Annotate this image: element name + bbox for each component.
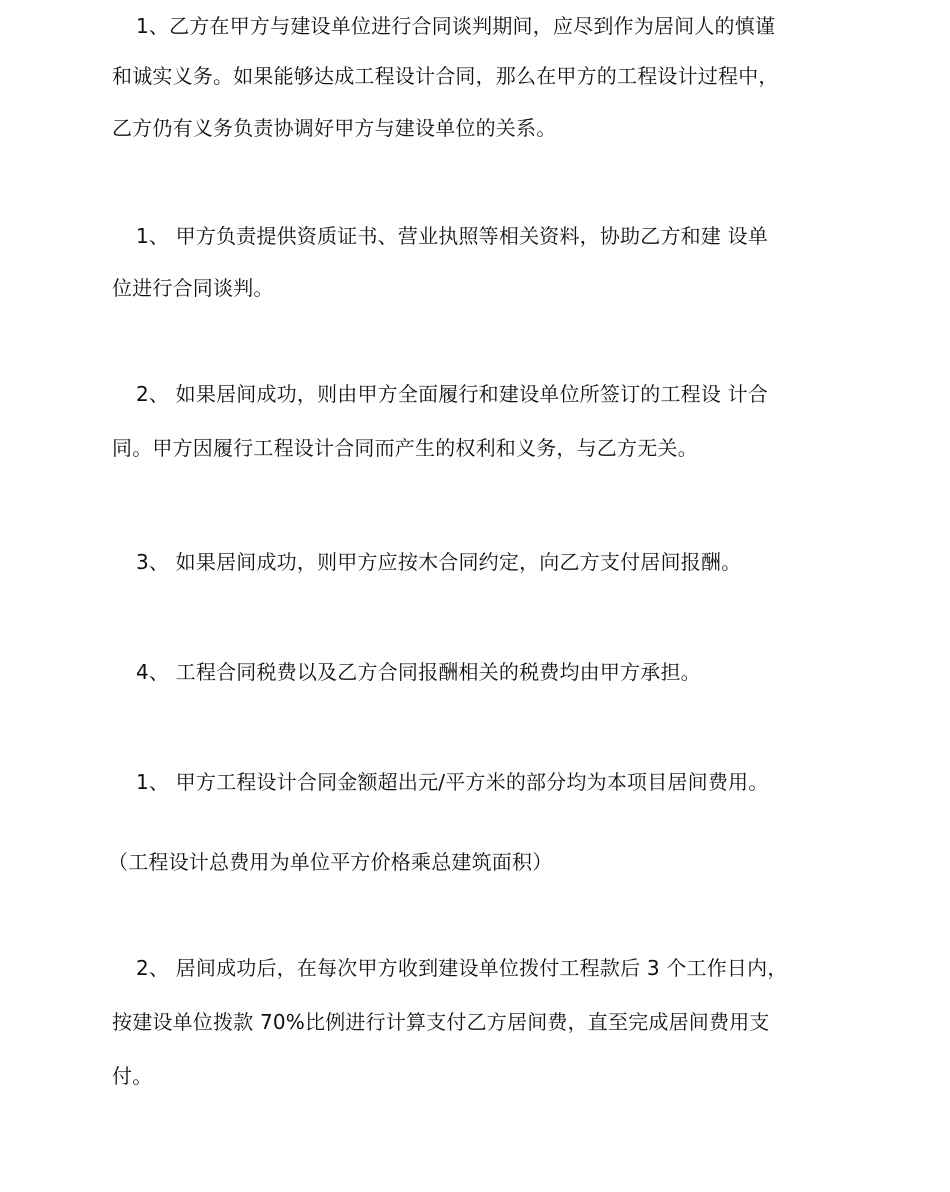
- party-a-clause-1-line-1: 1、 甲方负责提供资质证书、营业执照等相关资料，协助乙方和建 设单: [136, 224, 769, 248]
- party-a-clause-4: 4、 工程合同税费以及乙方合同报酬相关的税费均由甲方承担。: [136, 660, 701, 684]
- party-a-clause-2-line-1: 2、 如果居间成功，则由甲方全面履行和建设单位所签订的工程设 计合: [136, 382, 769, 406]
- party-a-clause-2-line-2: 同。甲方因履行工程设计合同而产生的权利和义务，与乙方无关。: [112, 436, 698, 460]
- fee-clause-1: 1、 甲方工程设计合同金额超出元/平方米的部分均为本项目居间费用。: [136, 770, 769, 794]
- fee-clause-1-note: （工程设计总费用为单位平方价格乘总建筑面积）: [108, 850, 553, 874]
- clause-1-line-1: 1、乙方在甲方与建设单位进行合同谈判期间，应尽到作为居间人的慎谨: [136, 14, 776, 38]
- party-a-clause-1-line-2: 位进行合同谈判。: [112, 276, 274, 300]
- fee-clause-2-line-3: 付。: [112, 1064, 153, 1088]
- fee-clause-2-line-2: 按建设单位拨款 70%比例进行计算支付乙方居间费，直至完成居间费用支: [112, 1010, 770, 1034]
- clause-1-line-2: 和诚实义务。如果能够达成工程设计合同，那么在甲方的工程设计过程中，: [112, 64, 779, 88]
- fee-clause-2-line-1: 2、 居间成功后，在每次甲方收到建设单位拨付工程款后 3 个工作日内，: [136, 956, 788, 980]
- clause-1-line-3: 乙方仍有义务负责协调好甲方与建设单位的关系。: [112, 116, 557, 140]
- party-a-clause-3: 3、 如果居间成功，则甲方应按木合同约定，向乙方支付居间报酬。: [136, 550, 742, 574]
